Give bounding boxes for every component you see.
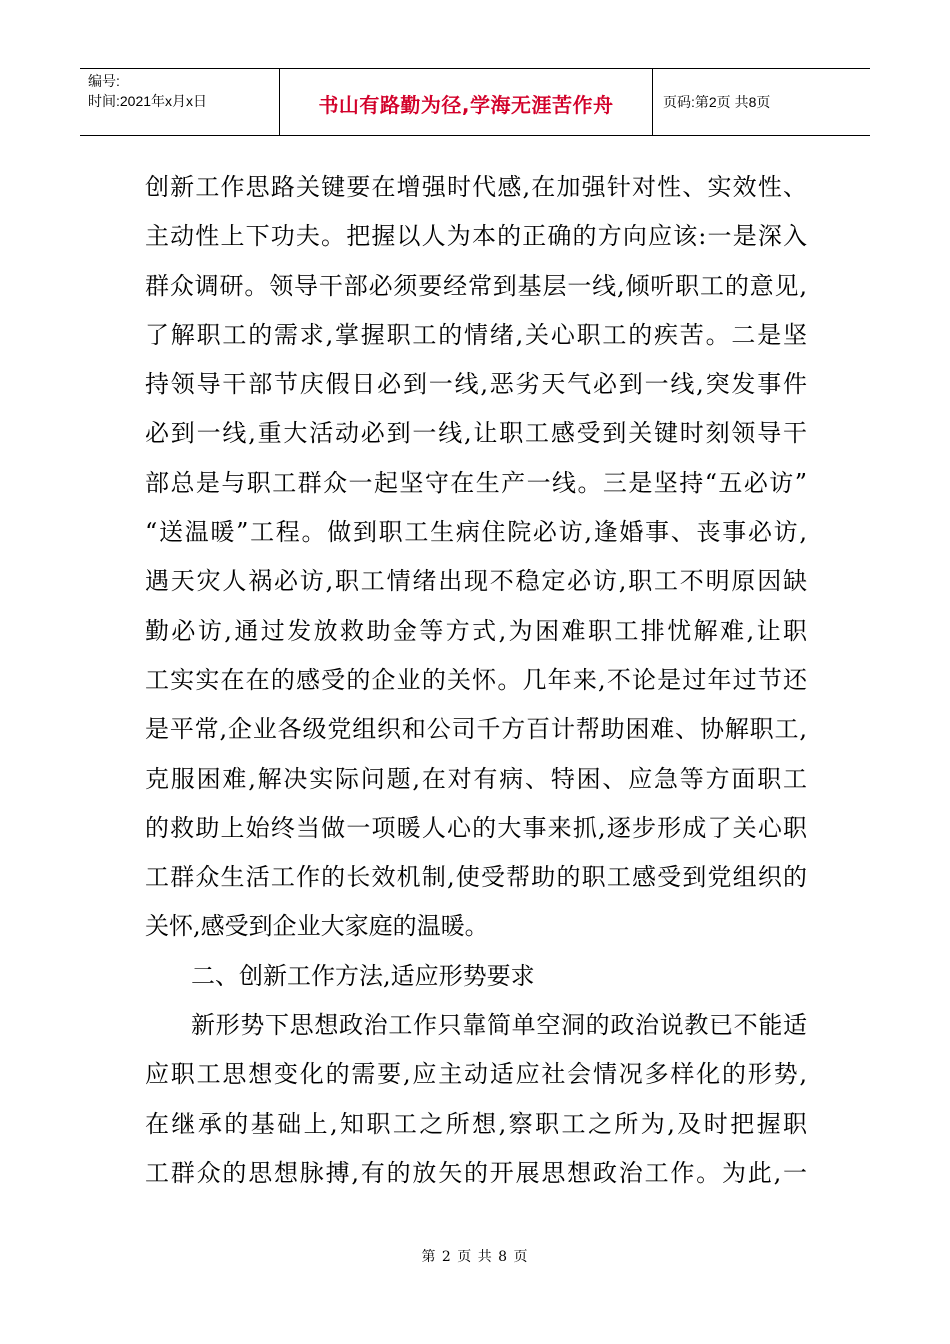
body-line: 工群众生活工作的长效机制,使受帮助的职工感受到党组织的 — [145, 863, 807, 892]
body-line: 在继承的基础上,知职工之所想,察职工之所为,及时把握职 — [145, 1109, 807, 1138]
body-line: 工群众的思想脉搏,有的放矢的开展思想政治工作。为此,一 — [145, 1158, 807, 1187]
body-line: 工实实在在的感受的企业的关怀。几年来,不论是过年过节还 — [145, 665, 807, 694]
header-page-cell — [653, 69, 870, 135]
body-line: 必到一线,重大活动必到一线,让职工感受到关键时刻领导干 — [145, 419, 807, 448]
body-line: 遇天灾人祸必访,职工情绪出现不稳定必访,职工不明原因缺 — [145, 567, 807, 596]
header-meta-cell — [80, 69, 280, 135]
body-line: 的救助上始终当做一项暖人心的大事来抓,逐步形成了关心职 — [145, 813, 807, 842]
body-line: 持领导干部节庆假日必到一线,恶劣天气必到一线,突发事件 — [145, 370, 807, 399]
body-line: 创新工作思路关键要在增强时代感,在加强针对性、实效性、 — [145, 173, 807, 201]
page-footer: 第 2 页 共 8 页 — [421, 1249, 529, 1265]
date-label: 时间:2021年x月x日 — [88, 93, 208, 109]
body-line: 主动性上下功夫。把握以人为本的正确的方向应该:一是深入 — [145, 222, 807, 251]
header-motto-cell — [280, 69, 653, 135]
serial-number-label: 编号: — [88, 73, 120, 89]
header-page-info: 页码:第2页 共8页 — [663, 94, 771, 110]
body-line: 勤必访,通过发放救助金等方式,为困难职工排忧解难,让职 — [145, 616, 807, 645]
body-line: 关怀,感受到企业大家庭的温暖。 — [145, 912, 489, 941]
motto-text: 书山有路勤为径,学海无涯苦作舟 — [318, 92, 614, 117]
body-line: 克服困难,解决实际问题,在对有病、特困、应急等方面职工 — [145, 764, 807, 793]
body-line: “送温暖”工程。做到职工生病住院必访,逢婚事、丧事必访, — [145, 518, 807, 547]
body-line: 了解职工的需求,掌握职工的情绪,关心职工的疾苦。二是坚 — [145, 320, 807, 349]
page-header — [80, 68, 870, 136]
section-heading: 二、创新工作方法,适应形势要求 — [191, 961, 535, 990]
body-line: 应职工思想变化的需要,应主动适应社会情况多样化的形势, — [145, 1060, 807, 1089]
body-line: 群众调研。领导干部必须要经常到基层一线,倾听职工的意见, — [145, 271, 807, 300]
body-text — [145, 163, 807, 1198]
body-line: 新形势下思想政治工作只靠简单空洞的政治说教已不能适 — [191, 1011, 807, 1040]
body-line: 部总是与职工群众一起坚守在生产一线。三是坚持“五必访” — [145, 468, 807, 497]
body-line: 是平常,企业各级党组织和公司千方百计帮助困难、协解职工, — [145, 715, 807, 744]
